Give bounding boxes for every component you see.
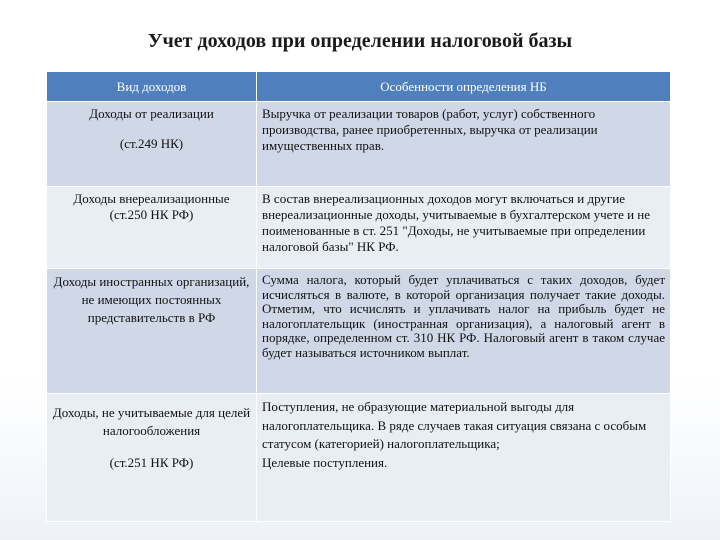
row-description: [257, 394, 671, 522]
row-income-type: [47, 269, 257, 394]
table-row: [47, 394, 671, 522]
slide-title: Учет доходов при определении налоговой базы: [147, 30, 573, 52]
income-table: [46, 71, 670, 498]
income-type-article: (ст.249 НК): [119, 136, 184, 151]
table-row: [47, 269, 671, 394]
row-income-type: [47, 187, 257, 269]
table-row: [47, 187, 671, 269]
income-type-article: (ст.251 НК РФ): [109, 455, 194, 470]
description-text-extra: Целевые поступления.: [262, 454, 388, 470]
row-income-type: [47, 102, 257, 187]
income-type-label: Доходы внереализационные: [73, 191, 230, 206]
row-income-type: [47, 394, 257, 522]
header-tax-base-features: Особенности определения НБ: [257, 72, 671, 102]
description-text: Поступления, не образующие материальной выгоды для налогоплательщика. В ряде случаев такая ситуация связана с особым статусом (категорией) налогоплательщика;: [262, 399, 647, 451]
row-description: [257, 187, 671, 269]
row-description: [257, 102, 671, 187]
table-row: [47, 102, 671, 187]
row-description: [257, 269, 671, 394]
income-type-label: Доходы, не учитываемые для целей налогообложения: [52, 405, 251, 438]
description-text: В состав внереализационных доходов могут включаться и другие внереализационные доходы, учитываемые в бухгалтерском учете и не поименованные в ст. 251 "Доходы, не учитываемые при определении налоговой базы" НК РФ.: [262, 191, 651, 254]
header-income-type: Вид доходов: [47, 72, 257, 102]
table-header-row: [47, 72, 671, 102]
income-table-grid: [46, 71, 671, 522]
income-type-label: Доходы от реализации: [89, 106, 214, 121]
income-type-label: Доходы иностранных организаций, не имеющих постоянных представительств в РФ: [53, 274, 250, 325]
description-text: Выручка от реализации товаров (работ, услуг) собственного производства, ранее приобретенных, выручка от реализации имущественных прав.: [262, 106, 598, 153]
description-text: Сумма налога, который будет уплачиваться с таких доходов, будет исчисляться в валюте, в которой организация получает такие доходы. Отметим, что исчислять и уплачивать налог на прибыль будет не налогоплательщик (иностранная организация), а налоговый агент в порядке, определенном ст. 310 НК РФ. Налоговый агент в таком случае будет называться источником выплат.: [262, 272, 665, 360]
income-type-article: (ст.250 НК РФ): [109, 207, 194, 222]
